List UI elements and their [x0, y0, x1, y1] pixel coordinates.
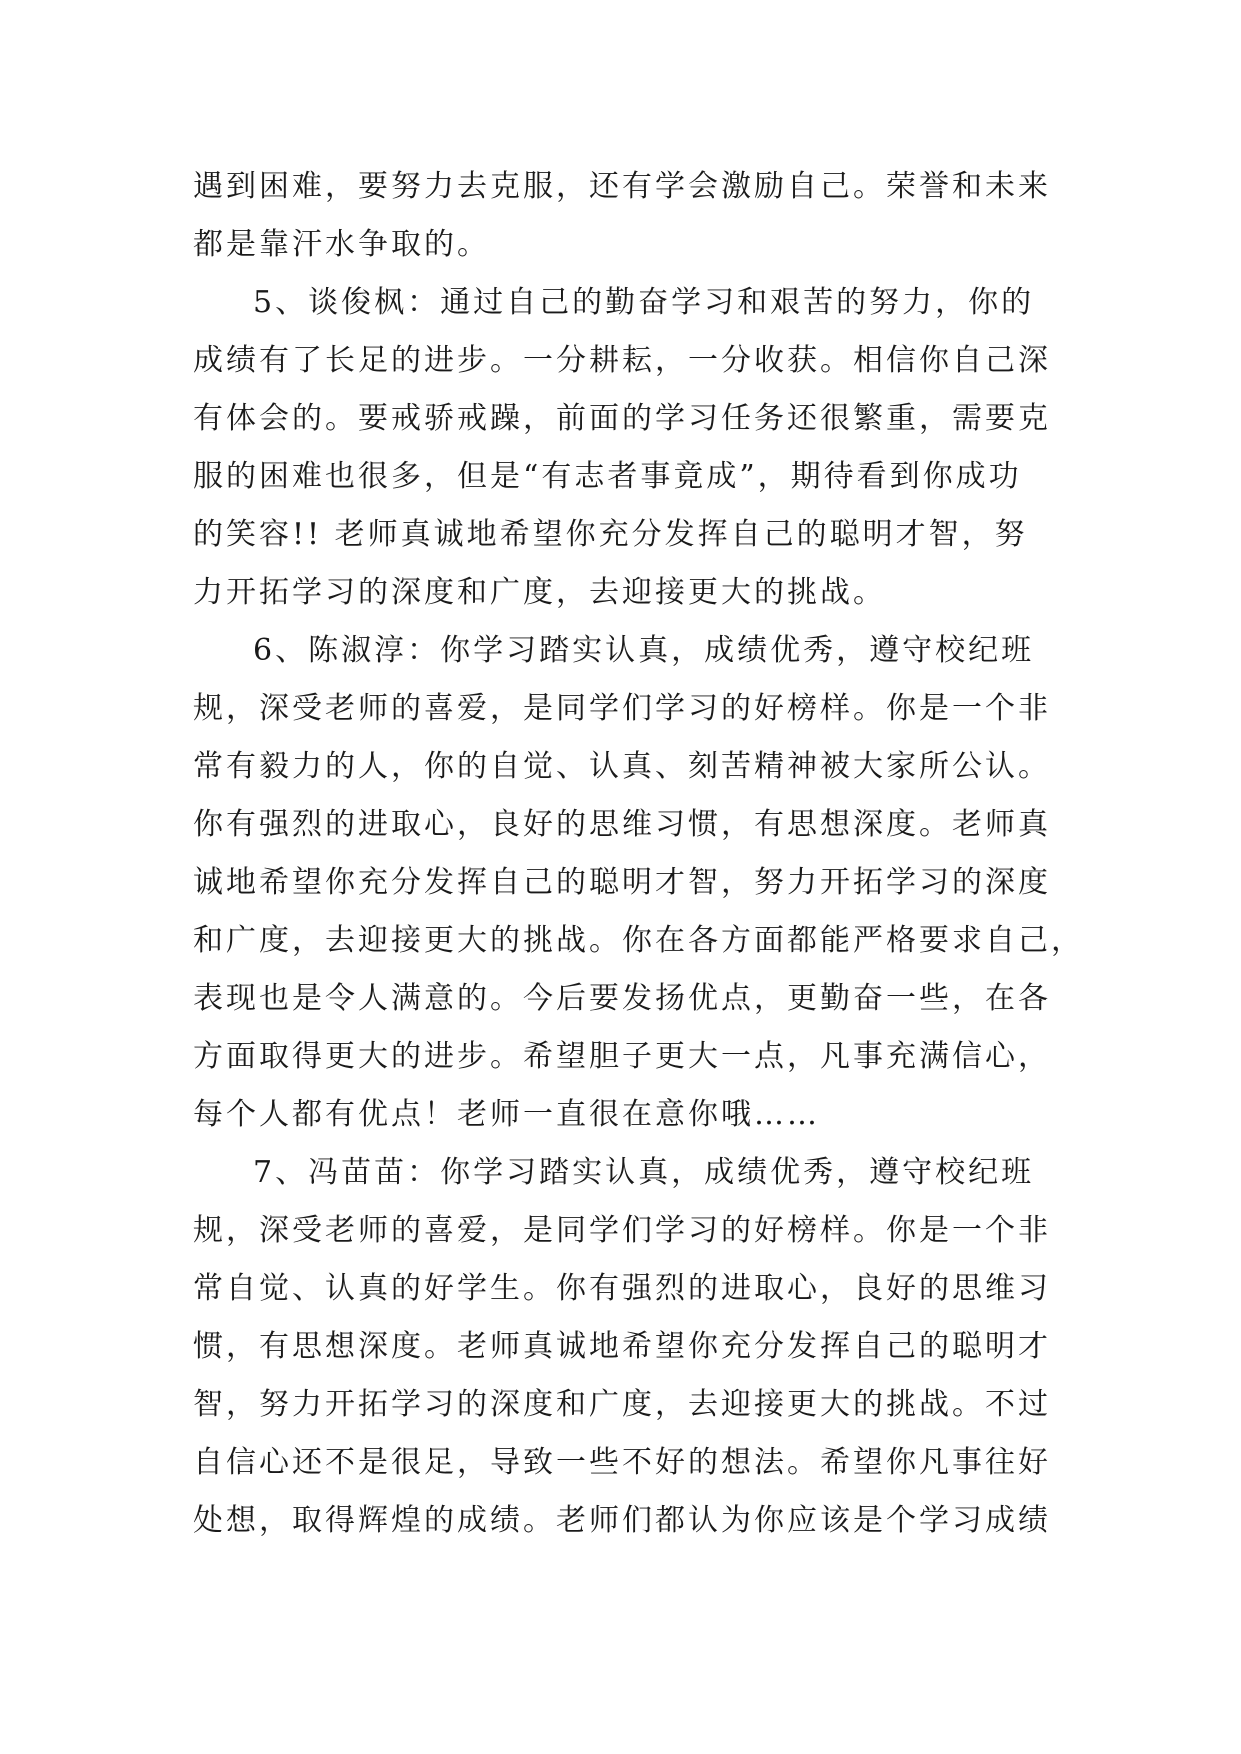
text-line: 5、谈俊枫：通过自己的勤奋学习和艰苦的努力，你的 — [253, 285, 1035, 320]
text-line: 的笑容!! 老师真诚地希望你充分发挥自己的聪明才智，努 — [193, 517, 1028, 552]
paragraph-comment-6 — [193, 622, 1084, 1144]
text-line: 7、冯苗苗：你学习踏实认真，成绩优秀，遵守校纪班 — [253, 1155, 1035, 1190]
text-line: 每个人都有优点！老师一直很在意你哦…… — [193, 1097, 820, 1132]
text-line: 遇到困难，要努力去克服，还有学会激励自己。荣誉和未来 — [193, 169, 1051, 204]
text-line: 惯，有思想深度。老师真诚地希望你充分发挥自己的聪明才 — [193, 1329, 1051, 1364]
document-page — [193, 158, 1084, 1550]
text-line: 成绩有了长足的进步。一分耕耘，一分收获。相信你自己深 — [193, 343, 1051, 378]
text-line: 常有毅力的人，你的自觉、认真、刻苦精神被大家所公认。 — [193, 749, 1051, 784]
text-line: 自信心还不是很足，导致一些不好的想法。希望你凡事往好 — [193, 1445, 1051, 1480]
text-line: 力开拓学习的深度和广度，去迎接更大的挑战。 — [193, 575, 886, 610]
paragraph-continuation — [193, 158, 1053, 274]
text-line: 和广度，去迎接更大的挑战。你在各方面都能严格要求自己， — [193, 923, 1084, 958]
text-line: 你有强烈的进取心，良好的思维习惯，有思想深度。老师真 — [193, 807, 1051, 842]
text-line: 6、陈淑淳：你学习踏实认真，成绩优秀，遵守校纪班 — [253, 633, 1035, 668]
text-line: 都是靠汗水争取的。 — [193, 227, 490, 262]
text-line: 方面取得更大的进步。希望胆子更大一点，凡事充满信心， — [193, 1039, 1051, 1074]
text-line: 常自觉、认真的好学生。你有强烈的进取心，良好的思维习 — [193, 1271, 1051, 1306]
text-line: 诚地希望你充分发挥自己的聪明才智，努力开拓学习的深度 — [193, 865, 1051, 900]
paragraph-comment-5 — [193, 274, 1053, 622]
text-line: 处想，取得辉煌的成绩。老师们都认为你应该是个学习成绩 — [193, 1503, 1051, 1538]
text-line: 表现也是令人满意的。今后要发扬优点，更勤奋一些，在各 — [193, 981, 1051, 1016]
paragraph-comment-7 — [193, 1144, 1053, 1550]
text-line: 规，深受老师的喜爱，是同学们学习的好榜样。你是一个非 — [193, 1213, 1051, 1248]
text-line: 有体会的。要戒骄戒躁，前面的学习任务还很繁重，需要克 — [193, 401, 1051, 436]
text-line: 服的困难也很多，但是“有志者事竟成”，期待看到你成功 — [193, 459, 1022, 494]
text-line: 规，深受老师的喜爱，是同学们学习的好榜样。你是一个非 — [193, 691, 1051, 726]
text-line: 智，努力开拓学习的深度和广度，去迎接更大的挑战。不过 — [193, 1387, 1051, 1422]
